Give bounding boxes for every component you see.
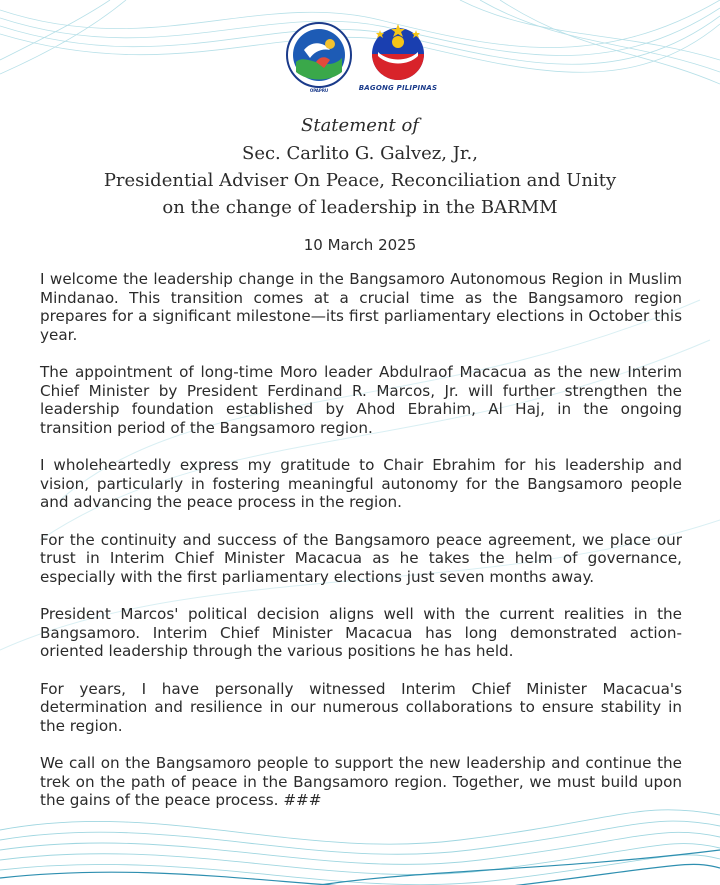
statement-header (0, 112, 720, 221)
statement-of-line: Statement of (301, 115, 419, 136)
paragraph: I welcome the leadership change in the Bangsamoro Autonomous Region in Muslim Mindanao. This transition comes at a crucial time as the Bangsamoro region prepares for a significant milestone—its first parliamentary elections in October this year. (40, 270, 682, 344)
seal-caption: OPAPRU (309, 88, 329, 93)
paragraph: For years, I have personally witnessed Interim Chief Minister Macacua's determination and resilience in our numerous collaborations to ensure stability in the region. (40, 679, 682, 735)
paragraph: President Marcos' political decision aligns well with the current realities in the Bangsamoro. Interim Chief Minister Macacua has long demonstrated action-oriented leadership through the various positions he has held. (40, 605, 682, 660)
statement-body (40, 270, 682, 829)
opapru-seal-logo (286, 22, 352, 88)
author-title: Presidential Adviser On Peace, Reconciliation and Unity (103, 170, 617, 191)
paragraph: The appointment of long-time Moro leader Abdulraof Macacua as the new Interim Chief Minister by President Ferdinand R. Marcos, Jr. will further strengthen the leadership foundation established by Ahod Ebrahim, Al Haj, in the ongoing transition period of the Bangsamoro region. (40, 363, 682, 437)
author-name: Sec. Carlito G. Galvez, Jr., (241, 143, 478, 164)
statement-date: 10 March 2025 (303, 236, 417, 254)
bagong-pilipinas-logo (366, 22, 430, 82)
statement-subject: on the change of leadership in the BARMM (162, 197, 558, 218)
logo-bar (0, 20, 720, 100)
bagong-pilipinas-label: BAGONG PILIPINAS (358, 84, 438, 92)
paragraph: I wholeheartedly express my gratitude to Chair Ebrahim for his leadership and vision, particularly in fostering meaningful autonomy for the Bangsamoro people and advancing the peace process in the region. (40, 456, 682, 511)
paragraph: For the continuity and success of the Bangsamoro peace agreement, we place our trust in Interim Chief Minister Macacua as he takes the helm of governance, especially with the first parliamentary elections just seven months away. (40, 530, 682, 586)
paragraph: We call on the Bangsamoro people to support the new leadership and continue the trek on the path of peace in the Bangsamoro region. Together, we must build upon the gains of the peace process. ### (40, 754, 682, 809)
